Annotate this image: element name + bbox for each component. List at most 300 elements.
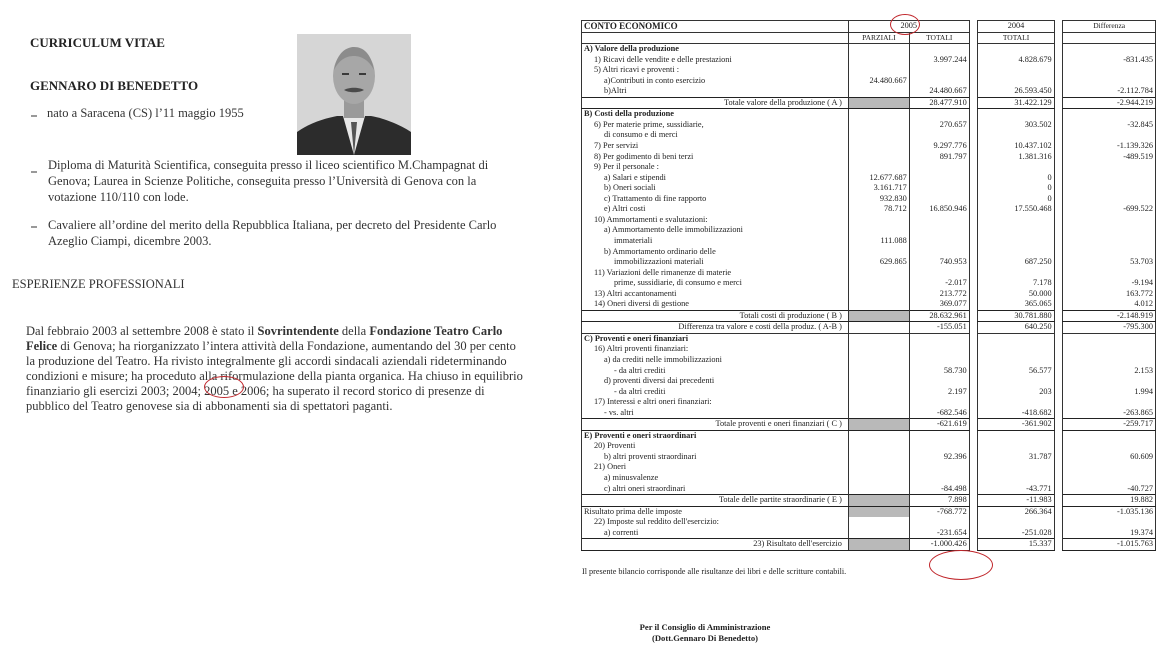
totali-2004-value xyxy=(978,215,1054,226)
column-gap xyxy=(1054,310,1063,322)
signature-line-1: Per il Consiglio di Amministrazione xyxy=(639,622,771,632)
row-label: e) Altri costi xyxy=(582,204,849,215)
totali-2005-value: 9.297.776 xyxy=(909,141,969,152)
diff-subheader xyxy=(1063,32,1156,44)
totali-2005-value: 28.632.961 xyxy=(909,310,969,322)
difference-value: -489.519 xyxy=(1063,152,1156,163)
column-gap xyxy=(1054,120,1063,131)
parziali-value xyxy=(848,387,909,398)
totali-2005-value xyxy=(909,333,969,344)
column-gap xyxy=(1054,462,1063,473)
row-label: Risultato prima delle imposte xyxy=(582,506,849,517)
statement-row xyxy=(582,528,1156,539)
statement-row xyxy=(582,278,1156,289)
parziali-value xyxy=(848,120,909,131)
totali-2004-value xyxy=(978,397,1054,408)
cv-title: CURRICULUM VITAE xyxy=(30,35,165,50)
totali-2005-value: -84.498 xyxy=(909,484,969,495)
parziali-value xyxy=(848,109,909,120)
row-label: Totale proventi e oneri finanziari ( C ) xyxy=(582,419,849,431)
row-label: - vs. altri xyxy=(582,408,849,419)
totali-2004-value: 26.593.450 xyxy=(978,86,1054,97)
totali-2005-value: 2.197 xyxy=(909,387,969,398)
column-gap xyxy=(969,183,978,194)
cv-document xyxy=(0,0,560,661)
totali-2004-value xyxy=(978,236,1054,247)
totali-2005-value: -155.051 xyxy=(909,322,969,334)
difference-value: -259.717 xyxy=(1063,419,1156,431)
statement-row xyxy=(582,130,1156,141)
column-gap xyxy=(969,86,978,97)
parziali-value xyxy=(848,473,909,484)
statement-row xyxy=(582,355,1156,366)
difference-value: -2.944.219 xyxy=(1063,97,1156,109)
totali-2005-value: -682.546 xyxy=(909,408,969,419)
totali-2005-value xyxy=(909,376,969,387)
column-gap xyxy=(969,130,978,141)
totali-2004-value xyxy=(978,225,1054,236)
totali-2004-value xyxy=(978,65,1054,76)
statement-row xyxy=(582,236,1156,247)
difference-value xyxy=(1063,430,1156,441)
difference-value: -1.139.326 xyxy=(1063,141,1156,152)
difference-value: 53.703 xyxy=(1063,257,1156,268)
difference-value xyxy=(1063,376,1156,387)
column-gap xyxy=(969,299,978,310)
totali-2004-value: 0 xyxy=(978,194,1054,205)
parziali-value xyxy=(848,484,909,495)
parziali-value xyxy=(848,246,909,257)
totali-2004-value xyxy=(978,441,1054,452)
row-label: 7) Per servizi xyxy=(582,141,849,152)
totali-2004-value: -418.682 xyxy=(978,408,1054,419)
totali-2005-value xyxy=(909,268,969,279)
column-gap xyxy=(969,257,978,268)
difference-value: 163.772 xyxy=(1063,289,1156,300)
cv-exp-line-3: la produzione del Teatro. Ha rivisto integralmente gli accordi sindacali aziendali rideterminando xyxy=(26,354,507,368)
difference-value xyxy=(1063,462,1156,473)
column-gap xyxy=(969,65,978,76)
totali-2005-value xyxy=(909,430,969,441)
difference-value: -2.148.919 xyxy=(1063,310,1156,322)
difference-value: -2.112.784 xyxy=(1063,86,1156,97)
statement-row xyxy=(582,55,1156,66)
parziali-value xyxy=(848,495,909,507)
totali-2004-value: 31.422.129 xyxy=(978,97,1054,109)
totali-2004-value xyxy=(978,376,1054,387)
totali-2004-value: 266.364 xyxy=(978,506,1054,517)
totali-2004-value: 0 xyxy=(978,183,1054,194)
column-gap xyxy=(1054,473,1063,484)
column-gap xyxy=(969,333,978,344)
column-gap xyxy=(1054,130,1063,141)
column-gap xyxy=(969,473,978,484)
cv-name: GENNARO DI BENEDETTO xyxy=(30,78,199,93)
column-gap xyxy=(969,376,978,387)
totali-2004-value: 303.502 xyxy=(978,120,1054,131)
totali-2004-value: -43.771 xyxy=(978,484,1054,495)
parziali-value: 111.088 xyxy=(848,236,909,247)
statement-note: Il presente bilancio corrisponde alle risultanze dei libri e delle scritture contabili. xyxy=(582,567,847,576)
parziali-value xyxy=(848,441,909,452)
totali-2004-value: 15.337 xyxy=(978,539,1054,551)
difference-value xyxy=(1063,194,1156,205)
totali-2005-value: 24.480.667 xyxy=(909,86,969,97)
difference-value xyxy=(1063,225,1156,236)
cv-exp-role: Sovrintendente xyxy=(257,324,339,338)
parziali-value xyxy=(848,462,909,473)
statement-row xyxy=(582,109,1156,120)
totali-2005-value xyxy=(909,344,969,355)
totali-2005-value: 891.797 xyxy=(909,152,969,163)
column-gap xyxy=(969,236,978,247)
column-gap xyxy=(1054,278,1063,289)
column-gap xyxy=(969,462,978,473)
totali-2004-value: 203 xyxy=(978,387,1054,398)
statement-row xyxy=(582,539,1156,551)
row-label: Totale delle partite straordinarie ( E ) xyxy=(582,495,849,507)
statement-row xyxy=(582,86,1156,97)
totali-2004-value: 10.437.102 xyxy=(978,141,1054,152)
parziali-value xyxy=(848,289,909,300)
statement-row xyxy=(582,387,1156,398)
parziali-value xyxy=(848,225,909,236)
column-gap xyxy=(969,76,978,87)
parziali-value xyxy=(848,355,909,366)
cv-exp-org: Fondazione Teatro Carlo xyxy=(369,324,503,338)
difference-value: -32.845 xyxy=(1063,120,1156,131)
column-gap xyxy=(1054,344,1063,355)
totali-2005-value: 92.396 xyxy=(909,452,969,463)
parziali-value xyxy=(848,86,909,97)
row-label: d) proventi diversi dai precedenti xyxy=(582,376,849,387)
statement-row xyxy=(582,257,1156,268)
statement-row xyxy=(582,162,1156,173)
column-gap xyxy=(969,528,978,539)
cv-exp-line-5: finanziario gli esercizi 2003; 2004; 2005 e 2006; ha superato il record storico di presenze di xyxy=(26,384,485,398)
column-gap xyxy=(1054,246,1063,257)
column-gap xyxy=(969,55,978,66)
statement-row xyxy=(582,76,1156,87)
column-gap xyxy=(1054,152,1063,163)
difference-value: -831.435 xyxy=(1063,55,1156,66)
statement-row xyxy=(582,310,1156,322)
totali-2005-value: 270.657 xyxy=(909,120,969,131)
column-gap xyxy=(969,506,978,517)
statement-row xyxy=(582,173,1156,184)
difference-value: 19.374 xyxy=(1063,528,1156,539)
totali-2005-value: 58.730 xyxy=(909,366,969,377)
totali-2005-value xyxy=(909,162,969,173)
column-gap xyxy=(969,289,978,300)
row-label: Differenza tra valore e costi della produz. ( A-B ) xyxy=(582,322,849,334)
totali-2004-value: 687.250 xyxy=(978,257,1054,268)
totali-2004-value xyxy=(978,344,1054,355)
totali-2005-value xyxy=(909,215,969,226)
difference-value xyxy=(1063,397,1156,408)
parziali-value: 932.830 xyxy=(848,194,909,205)
parziali-value: 12.677.687 xyxy=(848,173,909,184)
column-gap xyxy=(1054,441,1063,452)
totali-2005-value: 213.772 xyxy=(909,289,969,300)
statement-row xyxy=(582,246,1156,257)
totali-2004-value: 50.000 xyxy=(978,289,1054,300)
totali-2005-value xyxy=(909,246,969,257)
parziali-value xyxy=(848,130,909,141)
totali-2005-value: -768.772 xyxy=(909,506,969,517)
totali-2005-value xyxy=(909,473,969,484)
column-gap xyxy=(1054,387,1063,398)
parziali-value xyxy=(848,97,909,109)
column-gap xyxy=(969,246,978,257)
cv-exp-line-4: condizioni e misure; ha proceduto alla riformulazione della pianta organica. Ha chiuso in equilibrio xyxy=(26,369,523,383)
cv-exp-text: di Genova; ha riorganizzato l’intera attività della Fondazione, aumentando del 30 per cento xyxy=(57,339,516,353)
column-gap xyxy=(1054,366,1063,377)
totali-2004-value: 56.577 xyxy=(978,366,1054,377)
row-label: 8) Per godimento di beni terzi xyxy=(582,152,849,163)
column-gap xyxy=(1054,333,1063,344)
parziali-value xyxy=(848,517,909,528)
difference-value: -1.015.763 xyxy=(1063,539,1156,551)
column-gap xyxy=(1054,539,1063,551)
statement-row xyxy=(582,462,1156,473)
totali-2004-value xyxy=(978,44,1054,55)
totali-2004-value: 17.550.468 xyxy=(978,204,1054,215)
totali-2005-value xyxy=(909,130,969,141)
difference-value xyxy=(1063,76,1156,87)
column-gap xyxy=(969,109,978,120)
income-statement-table xyxy=(581,20,1156,551)
cv-cavaliere-line-1: Cavaliere all’ordine del merito della Repubblica Italiana, per decreto del Presidente Carlo xyxy=(48,218,497,232)
row-label: 20) Proventi xyxy=(582,441,849,452)
difference-value xyxy=(1063,333,1156,344)
statement-row xyxy=(582,506,1156,517)
difference-value: -263.865 xyxy=(1063,408,1156,419)
totali-2004-value: 7.178 xyxy=(978,278,1054,289)
parziali-value xyxy=(848,419,909,431)
cv-exp-text: della xyxy=(338,324,370,338)
totali-2004-header: TOTALI xyxy=(978,32,1054,44)
row-label: b)Altri xyxy=(582,86,849,97)
column-gap xyxy=(1054,289,1063,300)
difference-value xyxy=(1063,236,1156,247)
parziali-value xyxy=(848,528,909,539)
parziali-value xyxy=(848,141,909,152)
row-label: Totali costi di produzione ( B ) xyxy=(582,310,849,322)
totali-2004-value: 365.065 xyxy=(978,299,1054,310)
row-label: 5) Altri ricavi e proventi : xyxy=(582,65,849,76)
row-label: Totale valore della produzione ( A ) xyxy=(582,97,849,109)
totali-2005-value: 28.477.910 xyxy=(909,97,969,109)
statement-row xyxy=(582,322,1156,334)
column-gap xyxy=(969,141,978,152)
row-label: 14) Oneri diversi di gestione xyxy=(582,299,849,310)
difference-value xyxy=(1063,355,1156,366)
statement-row xyxy=(582,183,1156,194)
statement-row xyxy=(582,376,1156,387)
row-label: 9) Per il personale : xyxy=(582,162,849,173)
row-label: 6) Per materie prime, sussidiarie, xyxy=(582,120,849,131)
totali-2005-value xyxy=(909,355,969,366)
column-gap xyxy=(969,278,978,289)
parziali-value xyxy=(848,408,909,419)
totali-2005-value xyxy=(909,225,969,236)
parziali-value xyxy=(848,215,909,226)
totali-2005-value xyxy=(909,236,969,247)
row-label: 10) Ammortamenti e svalutazioni: xyxy=(582,215,849,226)
totali-2004-value xyxy=(978,517,1054,528)
totali-2004-value: 0 xyxy=(978,173,1054,184)
row-label: a) Ammortamento delle immobilizzazioni xyxy=(582,225,849,236)
totali-2004-value xyxy=(978,246,1054,257)
cv-diploma-line-2: Genova; Laurea in Scienze Politiche, conseguita presso l’Università di Genova con la xyxy=(48,174,477,188)
difference-value: 2.153 xyxy=(1063,366,1156,377)
statement-row xyxy=(582,268,1156,279)
column-gap xyxy=(1054,44,1063,55)
difference-value xyxy=(1063,268,1156,279)
parziali-value xyxy=(848,539,909,551)
column-gap xyxy=(1054,299,1063,310)
totali-2004-value: 31.787 xyxy=(978,452,1054,463)
statement-row xyxy=(582,419,1156,431)
column-gap xyxy=(1054,109,1063,120)
statement-row xyxy=(582,141,1156,152)
difference-value xyxy=(1063,65,1156,76)
row-label: c) Trattamento di fine rapporto xyxy=(582,194,849,205)
column-gap xyxy=(1054,397,1063,408)
statement-row xyxy=(582,366,1156,377)
statement-row xyxy=(582,517,1156,528)
parziali-value xyxy=(848,65,909,76)
difference-value: -9.194 xyxy=(1063,278,1156,289)
totali-2004-value xyxy=(978,355,1054,366)
column-gap xyxy=(1054,236,1063,247)
column-gap xyxy=(1054,355,1063,366)
row-label: 22) Imposte sul reddito dell'esercizio: xyxy=(582,517,849,528)
totali-2004-value: -11.983 xyxy=(978,495,1054,507)
statement-row xyxy=(582,344,1156,355)
statement-row xyxy=(582,97,1156,109)
header-empty xyxy=(582,32,849,44)
totali-2004-value xyxy=(978,333,1054,344)
totali-2004-value: -361.902 xyxy=(978,419,1054,431)
column-gap xyxy=(969,194,978,205)
column-gap xyxy=(969,408,978,419)
totali-2005-value: 7.898 xyxy=(909,495,969,507)
statement-row xyxy=(582,473,1156,484)
row-label: b) Oneri sociali xyxy=(582,183,849,194)
column-gap xyxy=(969,120,978,131)
row-label: di consumo e di merci xyxy=(582,130,849,141)
totali-2004-value xyxy=(978,162,1054,173)
statement-row xyxy=(582,430,1156,441)
income-statement xyxy=(581,20,1156,580)
section-heading: B) Costi della produzione xyxy=(582,109,849,120)
column-gap xyxy=(1054,86,1063,97)
cv-cavaliere-line-2: Azeglio Ciampi, dicembre 2003. xyxy=(48,234,212,248)
annotation-circle-2005-text xyxy=(204,376,244,398)
column-gap xyxy=(969,225,978,236)
column-gap xyxy=(1054,452,1063,463)
row-label: a) da crediti nelle immobilizzazioni xyxy=(582,355,849,366)
column-gap xyxy=(969,366,978,377)
parziali-value xyxy=(848,310,909,322)
column-gap xyxy=(969,441,978,452)
totali-2005-value xyxy=(909,109,969,120)
statement-row xyxy=(582,225,1156,236)
statement-row xyxy=(582,44,1156,55)
column-gap xyxy=(1054,484,1063,495)
column-gap xyxy=(1054,430,1063,441)
column-gap xyxy=(1054,183,1063,194)
column-gap xyxy=(1054,225,1063,236)
statement-row xyxy=(582,152,1156,163)
difference-value xyxy=(1063,246,1156,257)
row-label: a) minusvalenze xyxy=(582,473,849,484)
parziali-value: 78.712 xyxy=(848,204,909,215)
statement-row xyxy=(582,215,1156,226)
column-gap xyxy=(969,452,978,463)
parziali-value xyxy=(848,162,909,173)
column-gap xyxy=(1054,517,1063,528)
column-gap xyxy=(969,268,978,279)
column-gap xyxy=(969,152,978,163)
difference-value xyxy=(1063,517,1156,528)
cv-diploma-line-3: votazione 110/110 con lode. xyxy=(48,190,189,204)
parziali-value: 3.161.717 xyxy=(848,183,909,194)
column-gap xyxy=(969,44,978,55)
diff-header: Differenza xyxy=(1063,21,1156,33)
totali-2005-value xyxy=(909,462,969,473)
difference-value xyxy=(1063,344,1156,355)
statement-row xyxy=(582,299,1156,310)
difference-value xyxy=(1063,473,1156,484)
totali-2004-value xyxy=(978,430,1054,441)
section-heading: E) Proventi e oneri straordinari xyxy=(582,430,849,441)
difference-value xyxy=(1063,130,1156,141)
column-gap xyxy=(969,97,978,109)
column-gap xyxy=(1054,495,1063,507)
totali-2005-value: -621.619 xyxy=(909,419,969,431)
column-gap xyxy=(969,430,978,441)
section-heading: C) Proventi e oneri finanziari xyxy=(582,333,849,344)
column-gap xyxy=(1054,55,1063,66)
difference-value: 4.012 xyxy=(1063,299,1156,310)
totali-2004-value xyxy=(978,130,1054,141)
column-gap xyxy=(969,173,978,184)
statement-row xyxy=(582,194,1156,205)
totali-2004-value: 4.828.679 xyxy=(978,55,1054,66)
totali-2005-value: -1.000.426 xyxy=(909,539,969,551)
column-gap xyxy=(969,419,978,431)
parziali-value xyxy=(848,44,909,55)
column-gap xyxy=(1054,65,1063,76)
column-gap xyxy=(969,310,978,322)
totali-2005-value xyxy=(909,441,969,452)
cv-exp-line-2 xyxy=(26,339,516,354)
parziali-value xyxy=(848,376,909,387)
row-label: immobilizzazioni materiali xyxy=(582,257,849,268)
column-gap xyxy=(969,387,978,398)
totali-2004-value: 1.381.316 xyxy=(978,152,1054,163)
parziali-value xyxy=(848,430,909,441)
parziali-value xyxy=(848,278,909,289)
annotation-circle-result xyxy=(929,550,993,580)
statement-row xyxy=(582,397,1156,408)
totali-header: TOTALI xyxy=(909,32,969,44)
totali-2005-value xyxy=(909,397,969,408)
header-row-columns xyxy=(582,32,1156,44)
